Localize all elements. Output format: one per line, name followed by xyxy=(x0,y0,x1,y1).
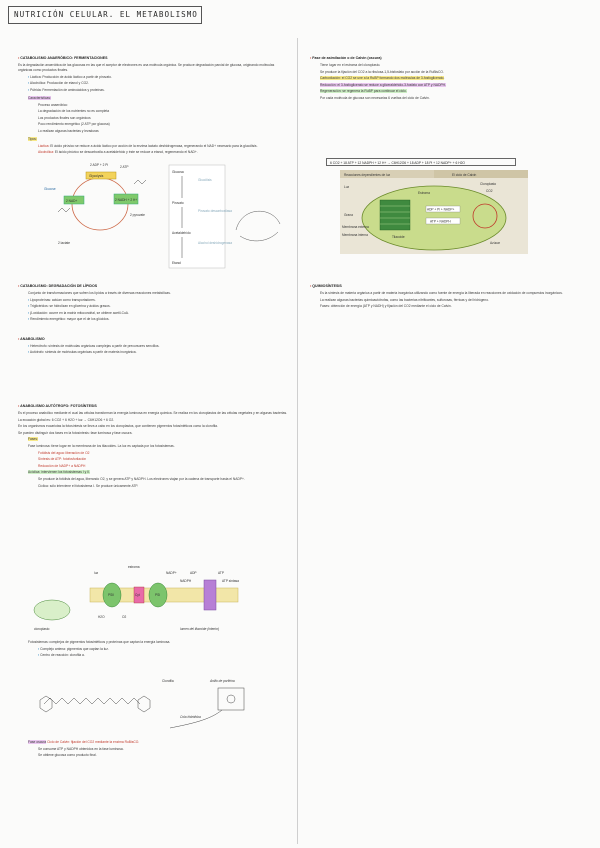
glucosa-label: Glucosa xyxy=(172,170,184,174)
thylakoid-diagram xyxy=(30,560,260,638)
text: La ecuación global es: 6 CO2 + 6 H2O + luz → C6H12O6 + 6 O2. xyxy=(18,417,115,422)
list-item: Síntesis de ATP: fotofosforilación xyxy=(38,457,87,462)
text: El ácido pirúvico se descarboxila a acetaldehído y éste se reduce a etanol, regenerando el NAD+. xyxy=(54,150,198,155)
intro-text: Es la degradación anaeróbica de las glucosas en las que el aceptor de electrones es una molécula orgánica. Se produce degradación parcial de glucosa, originando moléculas orgánicas como productos finales. xyxy=(18,63,275,73)
adp-label: ADP xyxy=(190,571,197,575)
etanol-label: Etanol xyxy=(172,261,182,265)
list-item: Poco rendimiento energético (2 ATP por glucosa) xyxy=(38,122,110,127)
text: Se produce la fotólisis del agua, liberando O2, y se genera ATP y NADPH. Los electrones viajan por la cadena de transporte hasta el NADP+. xyxy=(38,477,245,482)
adp-label: ADP + Pi + NADP+ xyxy=(427,207,455,212)
text: Reducción: el 3-fosfoglicerato se reduce a gliceraldehído-3-fosfato con ATP y NADPH. xyxy=(320,82,446,87)
page-title: NUTRICIÓN CELULAR. EL METABOLISMO xyxy=(8,6,202,24)
acetaldehido-label: Acetaldehído xyxy=(172,231,191,235)
text: Fotosistemas: complejos de pigmentos fotosintéticos y proteínas que captan la energía luminosa. xyxy=(28,640,171,644)
enzyme-label: Alcohol deshidrogenasa xyxy=(198,241,233,245)
membrana-label: Membrana externa xyxy=(342,225,369,229)
grana-label: Grana xyxy=(344,213,353,217)
adp-label: 2 ADP + 2 Pi xyxy=(90,163,109,167)
text: Es la síntesis de materia orgánica a partir de materia inorgánica utilizando como fuente de energía la liberada en reacciones de oxidación de compuestos inorgánicos. xyxy=(320,291,563,296)
text: Tiene lugar en el estroma del cloroplasto. xyxy=(320,63,381,68)
left-column-fotosintesis xyxy=(18,398,288,490)
text: El ácido pirúvico se reduce a ácido láctico por acción de la enzima lactato deshidrogenasa, regenerando el NAD+ necesario para la glucólisis. xyxy=(50,143,258,148)
fermentation-diagram xyxy=(38,160,160,250)
text: La realizan algunas bacterias quimioautótrofas, como las bacterias nitrificantes, sulfurosas, férricas y del hidrógeno. xyxy=(320,297,489,302)
cyt-label: Cyt xyxy=(135,593,140,597)
section-heading-anabolismo: • ANABOLISMO xyxy=(18,337,288,342)
list-item: ▪ Pútrida: Fermentación de aminoácidos y proteínas. xyxy=(18,88,288,93)
nadp-label: NADP+ xyxy=(166,571,177,575)
cycle-sketch xyxy=(232,200,284,244)
psii-label: PSII xyxy=(108,593,115,597)
text: En los organismos eucariotas la fotosíntesis se lleva a cabo en los cloroplastos, que contienen pigmentos fotosintéticos como la clorofila. xyxy=(18,424,218,429)
list-item: ▪ Alcohólica: Producción de etanol y CO2. xyxy=(18,81,288,86)
left-column-top xyxy=(18,50,288,157)
list-item: ▪ β-oxidación: ocurre en la matriz mitocondrial, se obtiene acetil-CoA. xyxy=(18,311,288,316)
section-heading-calvin: • Fase de asimilación o de Calvin (oscura) xyxy=(310,56,590,61)
atp-label: 2 ATP xyxy=(120,165,129,169)
enzyme-label: Piruvato descarboxilasa xyxy=(198,209,232,213)
list-item: Fotólisis del agua: liberación de O2 xyxy=(38,450,90,455)
membrana-int-label: Membrana interna xyxy=(342,233,368,237)
left-column-fase-oscura xyxy=(18,740,288,760)
piruvato-label: Piruvato xyxy=(172,201,184,205)
section-heading-quimiosintesis: • QUIMIOSÍNTESIS xyxy=(310,284,590,289)
label-alcoholica: Alcohólica: xyxy=(38,150,54,155)
list-item: Los productos finales son orgánicos xyxy=(38,115,91,120)
label-lactica: Láctica: xyxy=(38,143,50,148)
list-item: ▪ Láctica: Producción de ácido láctico a partir de piruvato. xyxy=(18,75,288,80)
lumen-label: lumen del tilacoide (interior) xyxy=(180,627,220,631)
text: Fase luminosa: tiene lugar en la membrana de los tilacoides. La luz es captada por los fotosistemas. xyxy=(28,444,175,449)
nadph-label: NADPH xyxy=(180,579,192,583)
text: Se produce la fijación del CO2 a la ribulosa-1,5-bisfosfato por acción de la RuBisCO. xyxy=(320,69,444,74)
text: Cíclica: sólo interviene el fotosistema I. Se produce únicamente ATP. xyxy=(38,483,139,488)
cola-label: Cola hidrófoba xyxy=(180,715,201,719)
right-title: El ciclo de Calvin xyxy=(452,173,477,177)
section-heading-fermentaciones: • CATABOLISMO ANAERÓBICO: FERMENTACIONES xyxy=(18,56,288,61)
estroma-label: estroma xyxy=(128,565,140,569)
co2-label: CO2 xyxy=(486,189,493,193)
h2o-label: H2O xyxy=(98,615,105,619)
text: Es el proceso anabólico mediante el cual las células transforman la energía luminosa en energía química. Se realiza en los cloroplastos de las células vegetales y en algunas bacterias. xyxy=(18,411,288,416)
nadh-label: 2 NADH + 2 H+ xyxy=(115,198,138,202)
azucar-label: Azúcar xyxy=(490,241,500,245)
subheading: Características: xyxy=(28,96,51,101)
list-item: Proceso anaeróbico xyxy=(38,102,68,107)
list-item: ▪ Lipoproteínas: actúan como transportadores. xyxy=(18,298,288,303)
text: Carboxilación: el CO2 se une a la RuBP formando dos moléculas de 3-fosfoglicerato. xyxy=(320,76,445,81)
list-item: ▪ Rendimiento energético: mayor que el de los glúcidos. xyxy=(18,317,288,322)
left-column-middle xyxy=(18,278,288,357)
chloroplast-diagram xyxy=(340,170,528,254)
fase-oscura-label: Fase oscura xyxy=(28,740,47,744)
subheading: Fases: xyxy=(28,437,38,442)
list-item: La degradación de los nutrientes no es completa xyxy=(38,109,110,114)
alcoholic-chain-diagram xyxy=(168,164,233,269)
carotene-structure xyxy=(40,690,150,716)
right-column-quimiosintesis xyxy=(310,278,590,311)
luz-label: luz xyxy=(94,571,99,575)
text: Se consume ATP y NADPH obtenidos en la fase luminosa. xyxy=(38,746,124,751)
calvin-text: Ciclo de Calvin: fijación del CO2 mediante la enzima RuBisCO. xyxy=(47,740,140,744)
atp-sintasa-label: ATP sintasa xyxy=(222,579,239,583)
atp-label: ATP + NADPH xyxy=(430,219,451,224)
list-item: ▪ Heterótrofo: síntesis de moléculas orgánicas complejas a partir de precursores sencillos. xyxy=(18,344,288,349)
glycolysis-label: Glycolysis xyxy=(89,174,104,178)
cloroplasto-label: Cloroplasto xyxy=(480,182,497,186)
section-heading-fotosintesis: • ANABOLISMO AUTÓTROFO: FOTOSÍNTESIS xyxy=(18,404,288,409)
glucose-label: Glucose xyxy=(44,187,56,191)
atp-label: ATP xyxy=(218,571,224,575)
left-title: Reacciones dependientes de luz xyxy=(344,173,391,177)
pyruvate-label: 2 pyruvate xyxy=(130,213,145,217)
anillo-label: Anillo de porfirina xyxy=(210,679,235,683)
text: Se pueden distinguir dos fases en la fotosíntesis: fase luminosa y fase oscura. xyxy=(18,430,133,435)
list-item: Lo realizan algunas bacterias y levaduras xyxy=(38,129,99,134)
text: Conjunto de transformaciones que sufren los lípidos a través de diversas reacciones metabólicas. xyxy=(28,291,171,296)
left-column-fotosistemas xyxy=(18,640,288,660)
cloroplasto-label: cloroplasto xyxy=(34,627,50,631)
text: Fases: obtención de energía (ATP y NADH) y fijación del CO2 mediante el ciclo de Calvin. xyxy=(320,304,452,309)
glucolisis-label: Glucólisis xyxy=(198,178,212,182)
lactate-label: 2 lactate xyxy=(58,241,71,245)
list-item: ▪ Centro de reacción: clorofila a. xyxy=(18,653,288,658)
section-heading-lipidos: • CATABOLISMO: DEGRADACIÓN DE LÍPIDOS xyxy=(18,284,288,289)
psi-label: PSI xyxy=(155,593,161,597)
column-divider xyxy=(297,38,298,844)
subheading: Tipos: xyxy=(28,137,37,142)
subheading: Acíclica: intervienen los fotosistemas I y II. xyxy=(28,470,90,475)
list-item: ▪ Autótrofo: síntesis de moléculas orgánicas a partir de materia inorgánica. xyxy=(18,350,288,355)
right-column-top xyxy=(310,50,590,103)
luz-label: Luz xyxy=(344,185,350,189)
text: Se obtiene glucosa como producto final. xyxy=(38,753,97,758)
list-item: Reducción de NADP+ a NADPH xyxy=(38,463,86,468)
text: Regeneración: se regenera la RuBP para continuar el ciclo. xyxy=(320,89,407,94)
list-item: ▪ Complejo antena: pigmentos que captan la luz. xyxy=(18,647,288,652)
tilacoide-label: Tilacoide xyxy=(392,235,405,239)
list-item: ▪ Triglicéridos: se hidrolizan en glicerina y ácidos grasos. xyxy=(18,304,288,309)
calvin-equation: 6 CO2 + 18 ATP + 12 NADPH + 12 H+ → C6H12O6 + 18 ADP + 18 Pi + 12 NADP+ + 6 H2O xyxy=(326,158,516,166)
clorofila-label: Clorofila xyxy=(162,679,174,683)
estroma-label: Estroma xyxy=(418,191,430,195)
nad-label: 2 NAD+ xyxy=(66,199,78,203)
text: Por cada molécula de glucosa son necesarias 6 vueltas del ciclo de Calvin. xyxy=(320,96,430,101)
o2-label: O2 xyxy=(122,615,127,619)
chlorophyll-structure xyxy=(160,676,252,736)
